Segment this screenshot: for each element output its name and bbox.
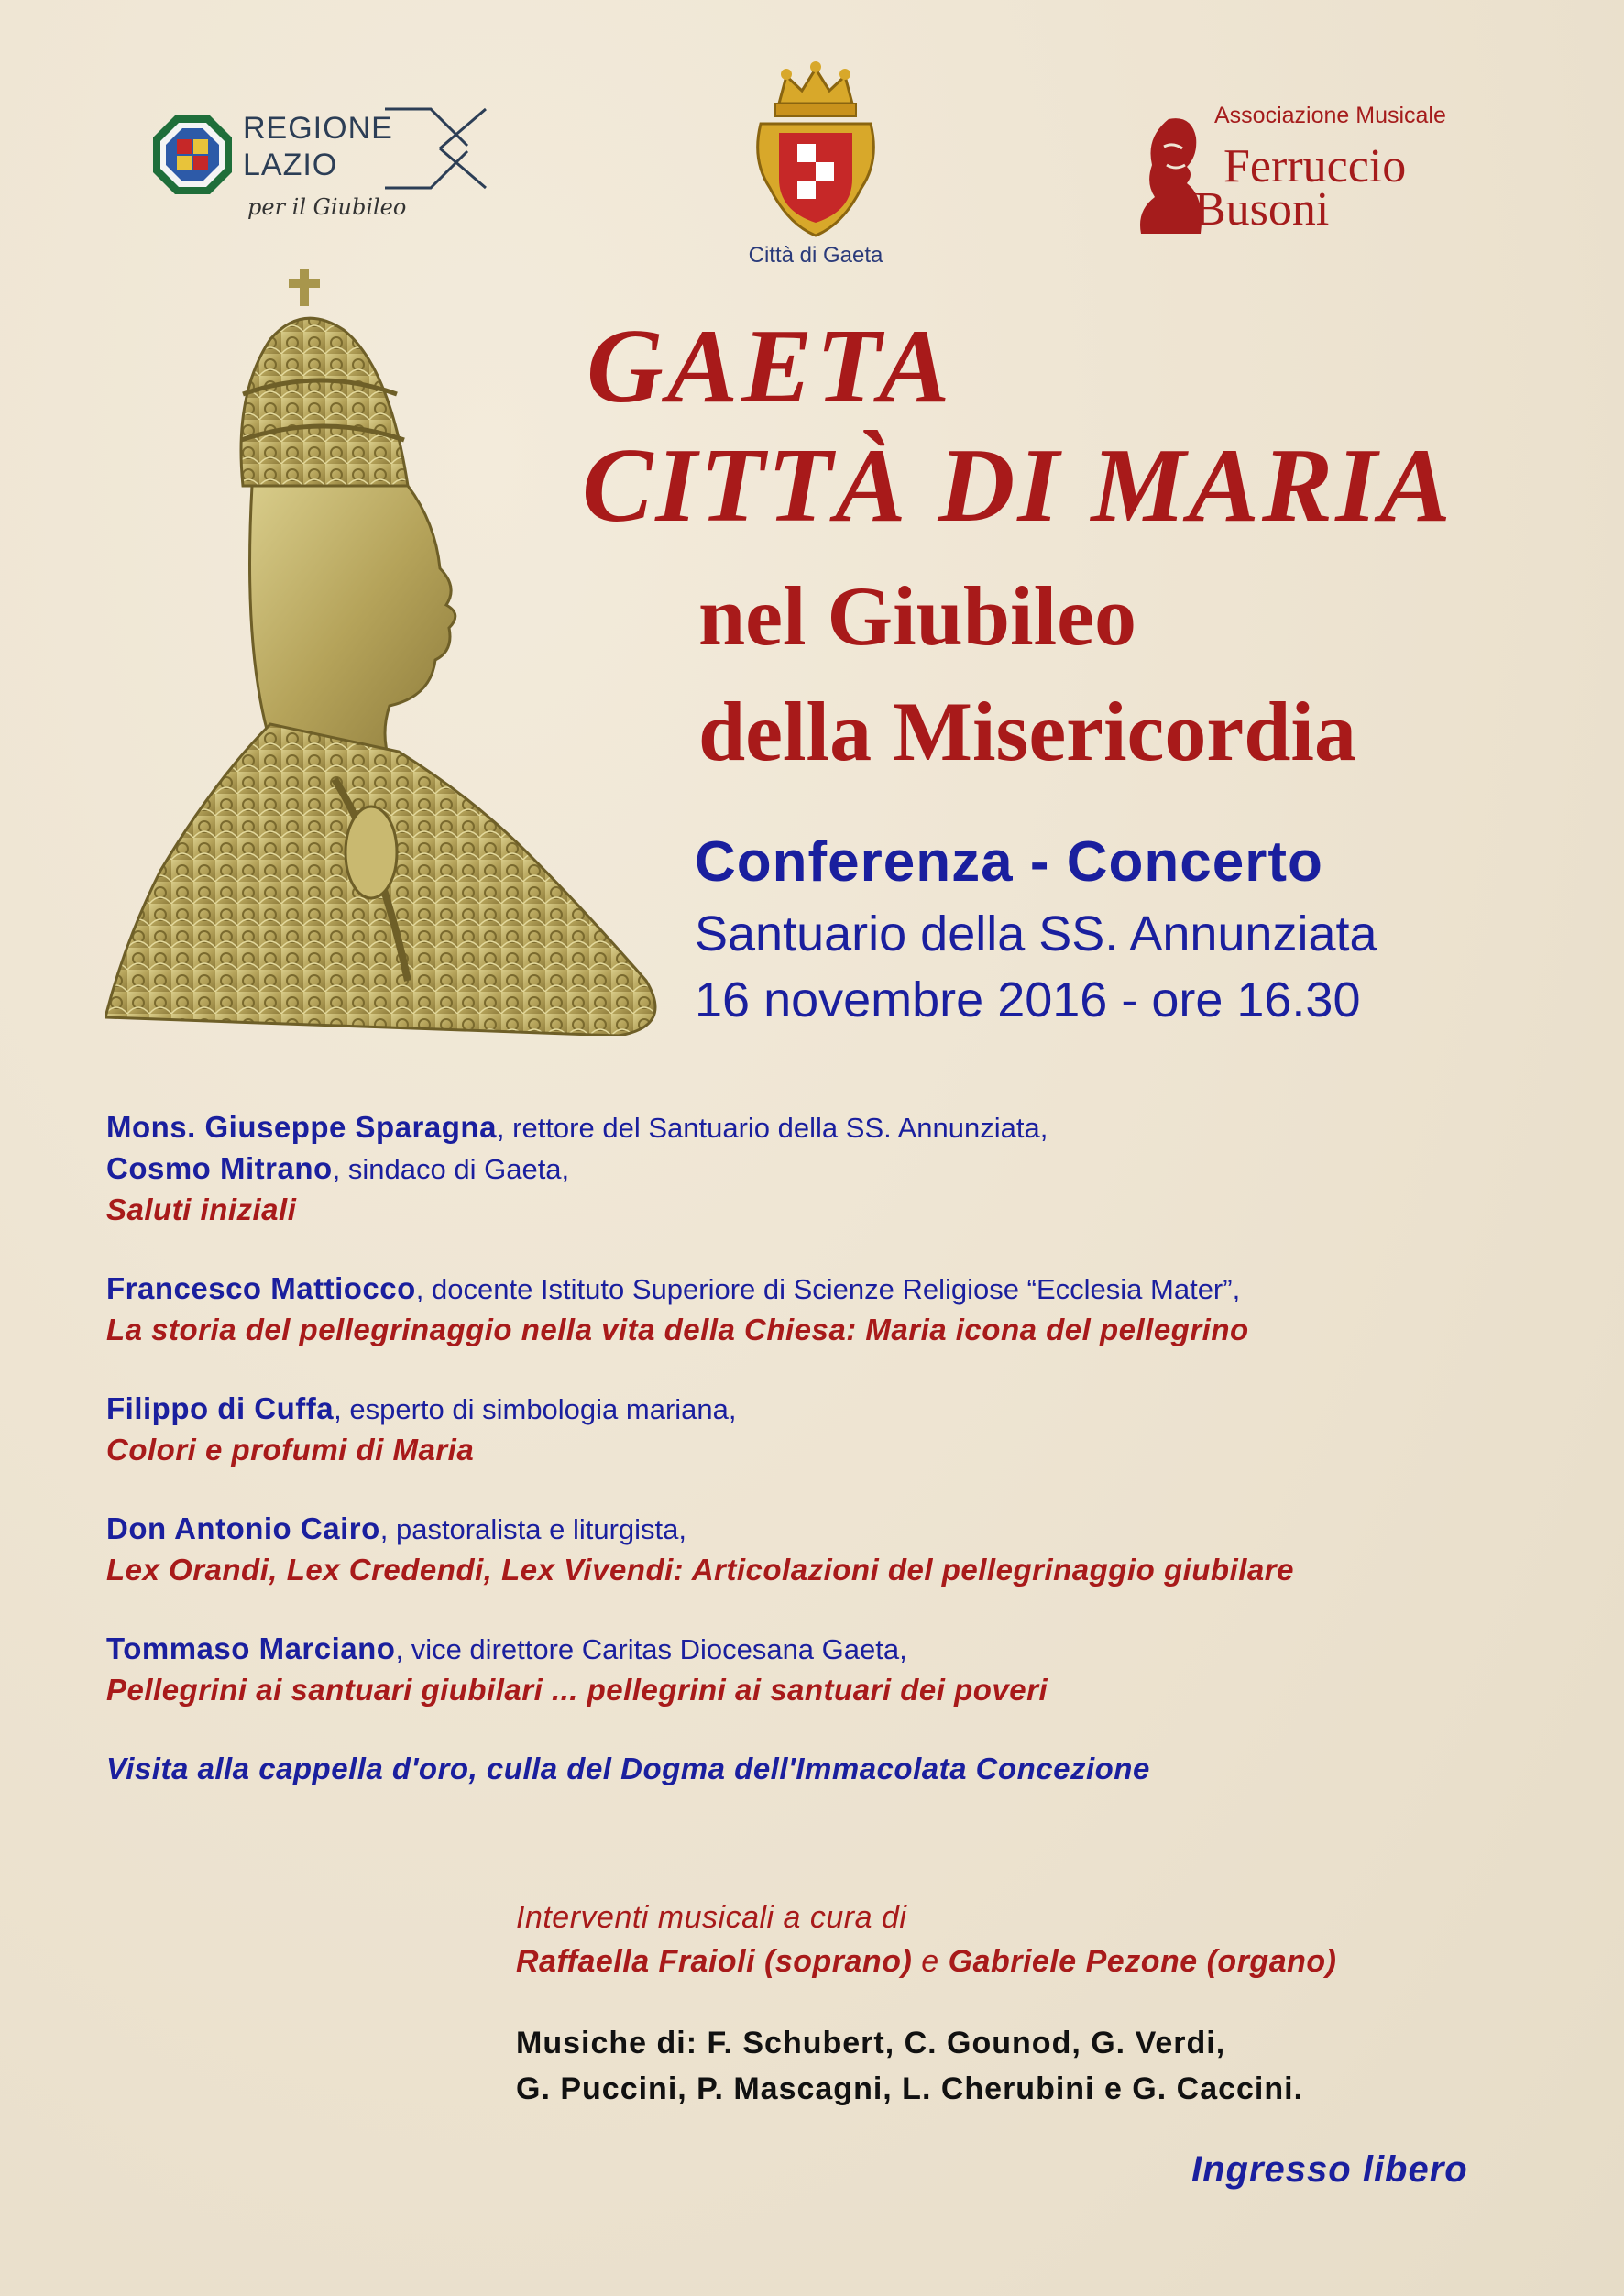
talk-title: Colori e profumi di Maria	[106, 1433, 475, 1467]
lazio-line1: REGIONE	[243, 111, 393, 146]
subtitle-line1: nel Giubileo	[698, 569, 1136, 663]
event-venue: Santuario della SS. Annunziata	[695, 906, 1377, 961]
main-title-line2: CITTÀ DI MARIA	[582, 427, 1454, 544]
music-section	[516, 1895, 1570, 2112]
speaker-name: Filippo di Cuffa	[106, 1391, 335, 1425]
program	[106, 1107, 1573, 1789]
speaker-name: Cosmo Mitrano	[106, 1151, 333, 1185]
event-type: Conferenza - Concerto	[695, 830, 1323, 894]
regione-lazio-logo	[151, 103, 490, 231]
lazio-line2: LAZIO	[243, 148, 338, 182]
performer-conjunction: e	[912, 1944, 949, 1979]
speaker-role: , pastoralista e liturgista,	[379, 1513, 686, 1545]
program-item	[106, 1509, 1573, 1590]
speaker-line	[106, 1629, 1573, 1670]
composers-label: Musiche di	[516, 2026, 686, 2060]
music-intro: Interventi musicali a cura di	[516, 1900, 907, 1935]
busoni-association: Associazione Musicale	[1214, 103, 1446, 128]
citta-di-gaeta-logo	[733, 60, 898, 280]
music-performers	[516, 1939, 1570, 1983]
speaker-role: , rettore del Santuario della SS. Annunziata,	[496, 1112, 1048, 1144]
speaker-name: Don Antonio Cairo	[106, 1511, 380, 1545]
speaker-name: Mons. Giuseppe Sparagna	[106, 1110, 497, 1144]
speaker-role: , docente Istituto Superiore di Scienze Religiose “Ecclesia Mater”,	[415, 1273, 1241, 1305]
lazio-emblem-icon	[151, 114, 234, 196]
composers	[516, 2020, 1570, 2112]
speaker-role: , vice direttore Caritas Diocesana Gaeta,	[395, 1633, 907, 1665]
speaker-line	[106, 1107, 1573, 1148]
speaker-line	[106, 1509, 1573, 1550]
speaker-role: , esperto di simbologia mariana,	[334, 1393, 737, 1425]
talk-title: Lex Orandi, Lex Credendi, Lex Vivendi: Articolazioni del pellegrinaggio giubilare	[106, 1553, 1294, 1587]
speaker-name: Tommaso Marciano	[106, 1631, 396, 1665]
program-item	[106, 1107, 1573, 1230]
event-datetime: 16 novembre 2016 - ore 16.30	[695, 972, 1361, 1027]
busoni-logo	[1132, 103, 1498, 240]
speaker-role: , sindaco di Gaeta,	[332, 1153, 570, 1185]
program-item	[106, 1269, 1573, 1350]
busoni-name-line1: Ferruccio	[1223, 140, 1407, 192]
speaker-line	[106, 1148, 1573, 1190]
gaeta-crest-icon	[752, 60, 880, 243]
performer-organ: Gabriele Pezone (organo)	[948, 1944, 1337, 1979]
speaker-name: Francesco Mattiocco	[106, 1271, 416, 1305]
speaker-line	[106, 1389, 1573, 1430]
subtitle-line2: della Misericordia	[698, 685, 1356, 778]
program-item	[106, 1389, 1573, 1470]
busoni-name-line2: Busoni	[1194, 183, 1330, 236]
composers-line2: G. Puccini, P. Mascagni, L. Cherubini e G. Caccini.	[516, 2071, 1304, 2106]
pope-bust-relief-image	[105, 266, 664, 1036]
speaker-line	[106, 1269, 1573, 1310]
lazio-tagline: per il Giubileo	[247, 194, 407, 220]
chapel-visit: Visita alla cappella d'oro, culla del Dogma dell'Immacolata Concezione	[106, 1752, 1150, 1785]
lazio-wordmark	[243, 110, 393, 183]
lazio-lines-icon	[385, 107, 488, 190]
talk-title: La storia del pellegrinaggio nella vita della Chiesa: Maria icona del pellegrino	[106, 1313, 1249, 1346]
program-item	[106, 1629, 1573, 1710]
talk-title: Saluti iniziali	[106, 1192, 297, 1226]
performer-soprano: Raffaella Fraioli (soprano)	[516, 1944, 913, 1979]
main-title-line1: GAETA	[587, 308, 954, 425]
gaeta-caption: Città di Gaeta	[748, 243, 883, 268]
entry-note: Ingresso libero	[1191, 2149, 1468, 2190]
talk-title: Pellegrini ai santuari giubilari ... pellegrini ai santuari dei poveri	[106, 1673, 1048, 1707]
composers-line1: : F. Schubert, C. Gounod, G. Verdi,	[686, 2026, 1226, 2060]
composers-line1-wrap	[516, 2020, 1570, 2066]
